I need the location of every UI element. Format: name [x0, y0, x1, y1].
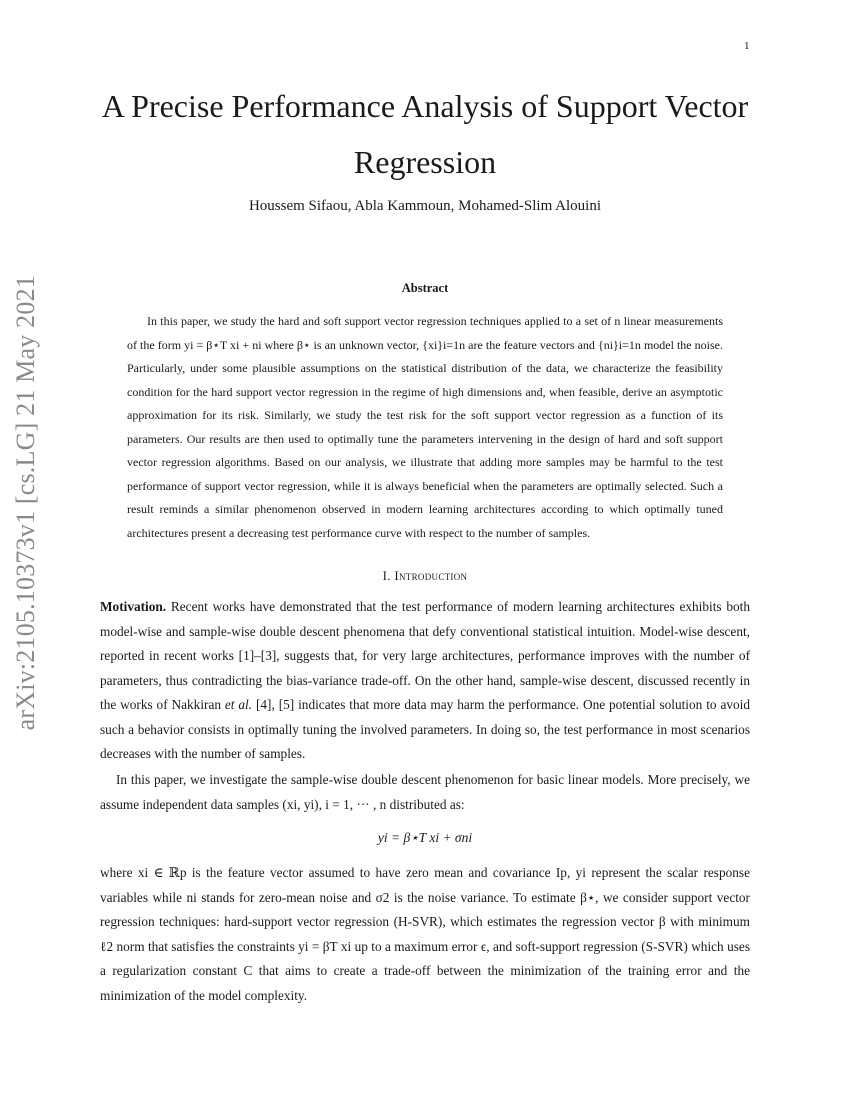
abstract-text: In this paper, we study the hard and soft support vector regression techniques applied to a set of n linear measurements of the form yi = β⋆T xi + ni where β⋆ is an unknown vector, {xi}i=1n are the feature vectors and {ni}i=1n model the noise. Particularly, under some plausible assumptions on the statistical distribution of the data, we characterize the feasibility condition for the hard support vector regression in the regime of high dimensions and, when feasible, derive an asymptotic approximation for its risk. Similarly, we study the test risk for the soft support vector regression as a function of its parameters. Our results are then used to optimally tune the parameters intervening in the design of hard and soft support vector regression algorithms. Based on our analysis, we illustrate that adding more samples may be harmful to the test performance of support vector regression, while it is always beneficial when the parameters are optimally selected. Such a result reminds a similar phenomenon observed in modern learning architectures according to which optimally tuned architectures present a decreasing test performance curve with respect to the number of samples.	[127, 314, 723, 540]
equation-text: yi = β⋆T xi + σni	[377, 830, 473, 845]
paper-title: A Precise Performance Analysis of Support Vector Regression	[101, 88, 749, 180]
paragraph-text: [4], [5] indicates that more data may harm the performance. One potential solution to avoid such a behavior consists in optimally tuning the involved parameters. In doing so, the test performance in most scenarios decreases with the number of samples.	[100, 697, 750, 761]
arxiv-identifier: arXiv:2105.10373v1 [cs.LG] 21 May 2021	[11, 275, 40, 731]
intro-paragraph-3	[100, 861, 750, 1008]
author-list: Houssem Sifaou, Abla Kammoun, Mohamed-Slim Alouini	[248, 198, 602, 214]
model-equation	[100, 830, 750, 846]
section-number: I.	[382, 568, 391, 583]
page-number: 1	[744, 40, 750, 52]
section-title: Introduction	[394, 568, 468, 583]
paragraph-text: where xi ∈ ℝp is the feature vector assumed to have zero mean and covariance Ip, yi represent the scalar response variables while ni stands for zero-mean noise and σ2 is the noise variance. To estimate β⋆, we consider support vector regression techniques: hard-support vector regression (H-SVR), which estimates the regression vector β with minimum ℓ2 norm that satisfies the constraints yi = βT xi up to a maximum error ϵ, and soft-support regression (S-SVR) which uses a regularization constant C that aims to create a trade-off between the minimization of the training error and the minimization of the model complexity.	[100, 865, 750, 1003]
paragraph-lead: Motivation.	[100, 599, 167, 614]
intro-paragraph-1	[100, 595, 750, 767]
abstract-heading: Abstract	[401, 281, 449, 295]
section-heading-introduction	[100, 568, 750, 584]
paragraph-text: Recent works have demonstrated that the test performance of modern learning architectures exhibits both model-wise and sample-wise double descent phenomena that defy conventional statistical intuition. Model-wise descent, reported in recent works [1]–[3], suggests that, for very large architectures, performance improves with the number of parameters, thus contradicting the bias-variance trade-off. On the other hand, sample-wise descent, discussed recently in the works of Nakkiran	[100, 599, 750, 712]
paragraph-text: In this paper, we investigate the sample-wise double descent phenomenon for basic linear models. More precisely, we assume independent data samples (xi, yi), i = 1, ··· , n distributed as:	[100, 772, 750, 812]
intro-paragraph-2	[100, 768, 750, 817]
arxiv-sidebar	[2, 258, 50, 748]
paragraph-emphasis: et al.	[224, 697, 253, 712]
